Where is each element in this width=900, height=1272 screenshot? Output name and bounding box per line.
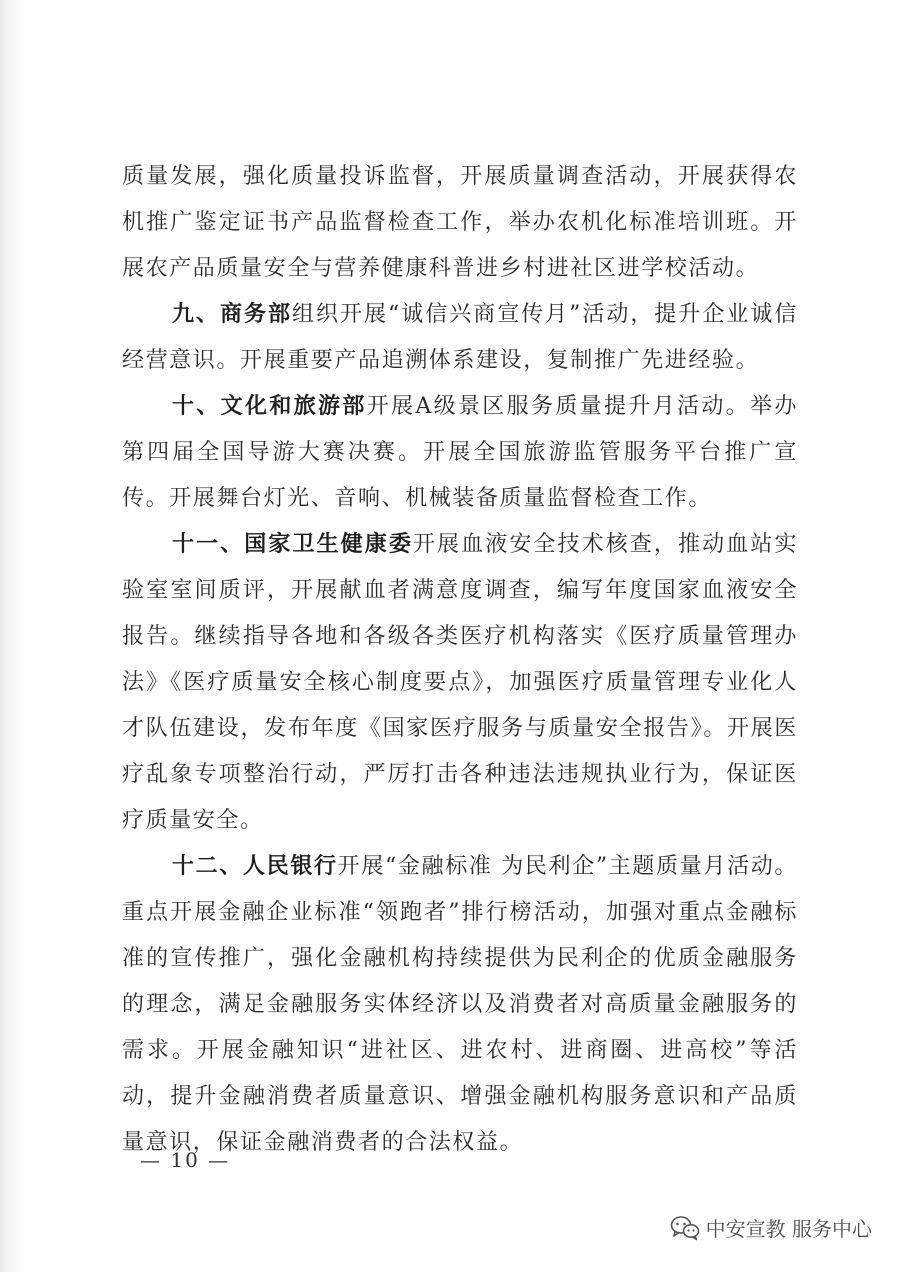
paragraph-text: 开展“金融标准 为民利企”主题质量月活动。重点开展金融企业标准“领跑者”排行榜活动，加强对重点金融标准的宣传推广，强化金融机构持续提供为民利企的优质金融服务的理念，满足金融服务实体经济以及消费者对高质量金融服务的需求。开展金融知识“进社区、进农村、进商圈、进高校”等活动，提升金融消费者质量意识、增强金融机构服务意识和产品质量意识，保证金融消费者的合法权益。 — [122, 854, 799, 1155]
page-number: — 10 — — [140, 1148, 231, 1172]
watermark-text: 中安宣教 服务中心 — [705, 1217, 872, 1241]
paragraph-culture-tourism — [122, 384, 798, 522]
document-body — [122, 154, 798, 1166]
paragraph-continued — [122, 154, 798, 292]
wechat-icon — [670, 1215, 700, 1241]
paragraph-heading: 十、文化和旅游部 — [172, 394, 367, 419]
paragraph-health — [122, 522, 798, 844]
paragraph-text: 质量发展，强化质量投诉监督，开展质量调查活动，开展获得农机推广鉴定证书产品监督检查工作，举办农机化标准培训班。开展农产品质量安全与营养健康科普进乡村进社区进学校活动。 — [122, 164, 798, 281]
paragraph-heading: 九、商务部 — [172, 302, 292, 327]
paragraph-heading: 十二、人民银行 — [172, 854, 338, 879]
paragraph-heading: 十一、国家卫生健康委 — [172, 532, 413, 557]
paragraph-text: 开展血液安全技术核查，推动血站实验室室间质评，开展献血者满意度调查，编写年度国家血液安全报告。继续指导各地和各级各类医疗机构落实《医疗质量管理办法》《医疗质量安全核心制度要点》，加强医疗质量管理专业化人才队伍建设，发布年度《国家医疗服务与质量安全报告》。开展医疗乱象专项整治行动，严厉打击各种违法违规执业行为，保证医疗质量安全。 — [122, 532, 798, 833]
paragraph-peoples-bank — [122, 844, 798, 1166]
paragraph-commerce — [122, 292, 798, 384]
paragraph-text: 开展A级景区服务质量提升月活动。举办第四届全国导游大赛决赛。开展全国旅游监管服务平台推广宣传。开展舞台灯光、音响、机械装备质量监督检查工作。 — [122, 394, 798, 511]
watermark — [670, 1213, 872, 1242]
paragraph-text: 组织开展“诚信兴商宣传月”活动，提升企业诚信经营意识。开展重要产品追溯体系建设，复制推广先进经验。 — [122, 302, 798, 373]
